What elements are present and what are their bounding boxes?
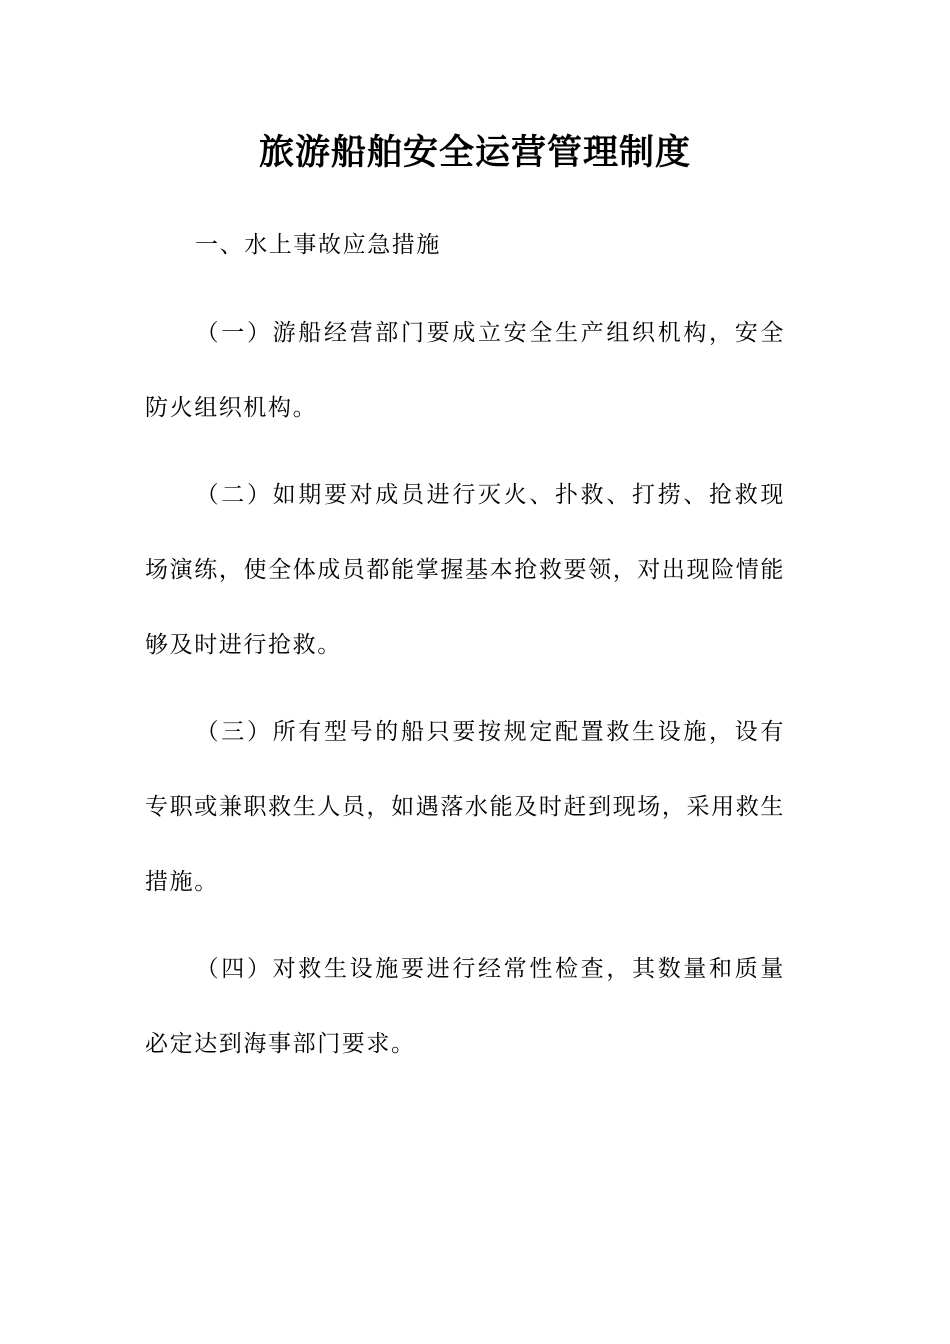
section-heading: 一、水上事故应急措施	[195, 232, 441, 258]
paragraph-3	[145, 695, 785, 934]
paragraph-1	[145, 296, 785, 460]
paragraph-text: （一）游船经营部门要成立安全生产组织机构，安全防火组织机构。	[145, 320, 785, 421]
paragraph-text: （四）对救生设施要进行经常性检查，其数量和质量必定达到海事部门要求。	[145, 956, 785, 1057]
document-title: 旅游船舶安全运营管理制度	[258, 133, 691, 173]
paragraph-4	[145, 932, 785, 1096]
paragraph-text: （三）所有型号的船只要按规定配置救生设施，设有专职或兼职救生人员，如遇落水能及时赶到现场，采用救生措施。	[145, 719, 785, 895]
paragraph-2	[145, 458, 785, 697]
paragraph-text: （二）如期要对成员进行灭火、扑救、打捞、抢救现场演练，使全体成员都能掌握基本抢救要领，对出现险情能够及时进行抢救。	[145, 482, 785, 658]
